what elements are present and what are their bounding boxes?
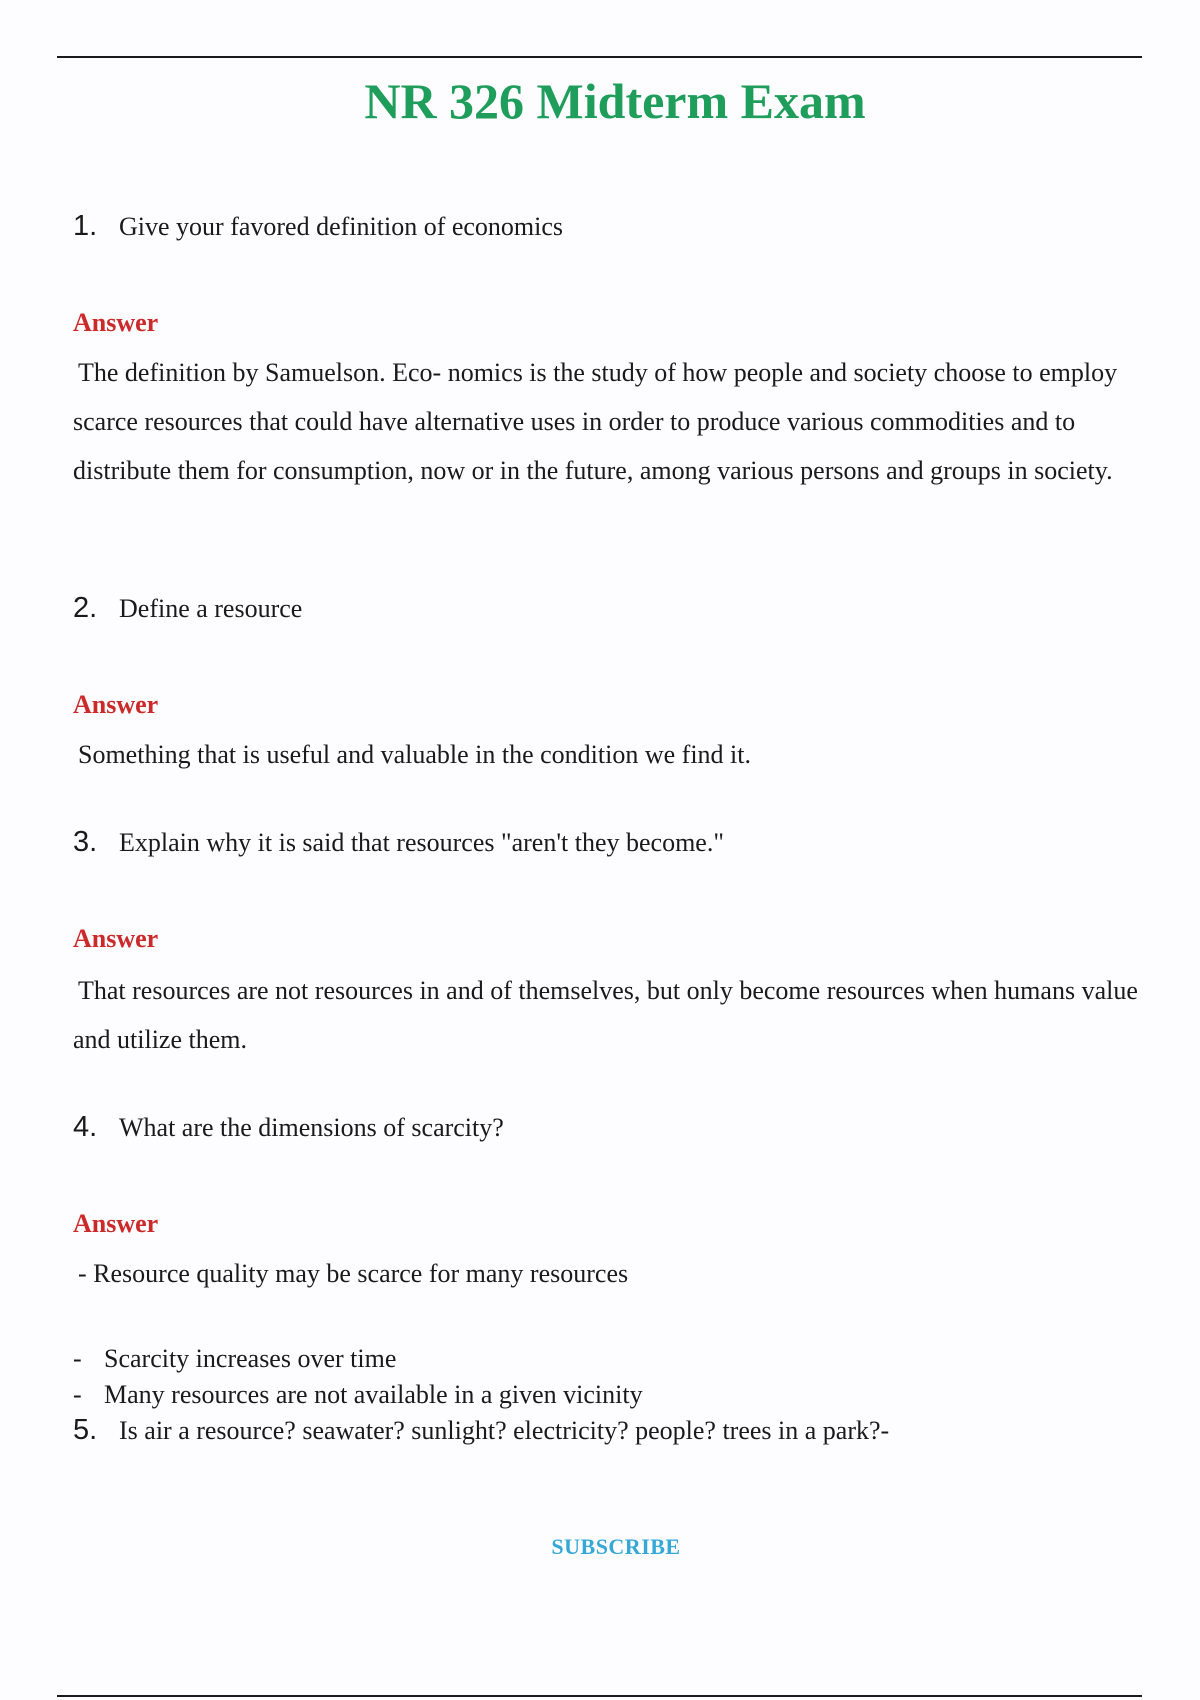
question-number: 5. [73,1414,98,1446]
answer-text-1: The definition by Samuelson. Eco- nomics is the study of how people and society choose to employ scarce resources that could have alternative uses in order to produce various commodities and to distribute them for consumption, now or in the future, among various persons and groups in society. [73,358,1118,485]
answer-label: Answer [73,690,159,719]
top-rule [57,56,1142,58]
question-number: 3. [73,826,98,858]
list-item [73,1380,643,1410]
bottom-rule [57,1695,1142,1697]
question-text: Is air a resource? seawater? sunlight? electricity? people? trees in a park?- [119,1416,890,1445]
list-dash: - [73,1380,82,1409]
question-text: Explain why it is said that resources "aren't they become." [119,828,724,857]
question-number: 2. [73,592,98,624]
answer-text-4: - Resource quality may be scarce for many resources [78,1259,629,1288]
answer-label: Answer [73,924,159,953]
question-text: What are the dimensions of scarcity? [119,1113,504,1142]
question-text: Give your favored definition of economics [119,212,564,241]
question-4 [73,1111,504,1144]
list-dash: - [73,1344,82,1373]
list-item [73,1344,396,1374]
page-title: NR 326 Midterm Exam [364,73,866,129]
question-text: Define a resource [119,594,303,623]
answer-text-2: Something that is useful and valuable in the condition we find it. [78,740,751,769]
question-2 [73,592,302,625]
question-number: 1. [73,210,98,242]
subscribe-link[interactable]: SUBSCRIBE [551,1534,681,1559]
question-3 [73,826,724,859]
question-number: 4. [73,1111,98,1143]
list-item-text: Many resources are not available in a given vicinity [104,1380,643,1409]
answer-text-3: That resources are not resources in and of themselves, but only become resources when humans value and utilize them. [73,976,1138,1054]
list-item-text: Scarcity increases over time [104,1344,397,1373]
question-5 [73,1414,889,1447]
question-1 [73,210,563,243]
answer-label: Answer [73,308,159,337]
answer-label: Answer [73,1209,159,1238]
